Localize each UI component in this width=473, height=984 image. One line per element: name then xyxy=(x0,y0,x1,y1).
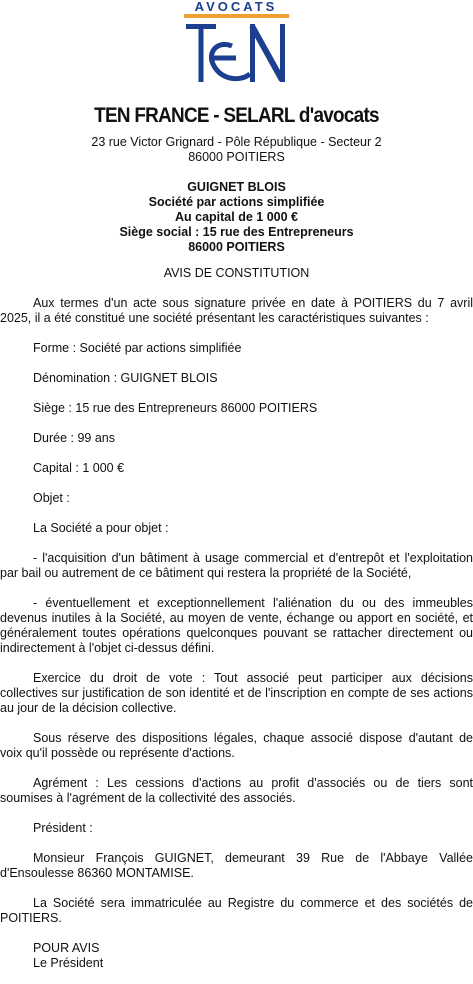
company-capital: Au capital de 1 000 € xyxy=(175,210,298,224)
company-form: Société par actions simplifiée xyxy=(148,195,325,209)
capital-line: Capital : 1 000 € xyxy=(33,461,125,475)
firm-city: 86000 POITIERS xyxy=(188,150,285,164)
firm-name: TEN FRANCE - SELARL d'avocats xyxy=(94,104,379,127)
company-city: 86000 POITIERS xyxy=(188,240,285,254)
intro-paragraph: Aux termes d'un acte sous signature privée en date à POITIERS du 7 avril 2025, il a été constitué une société présentant les caractéristiques suivantes : xyxy=(0,296,473,325)
siege-line: Siège : 15 rue des Entrepreneurs 86000 POITIERS xyxy=(33,401,318,415)
logo-orange-bar xyxy=(184,14,289,18)
agrement-paragraph: Agrément : Les cessions d'actions au profit d'associés ou de tiers sont soumises à l'agrément de la collectivité des associés. xyxy=(0,776,473,805)
denomination-line: Dénomination : GUIGNET BLOIS xyxy=(33,371,218,385)
objet-item-1: - l'acquisition d'un bâtiment à usage commercial et d'entrepôt et l'exploitation par bail ou autrement de ce bâtiment qui restera la propriété de la Société, xyxy=(0,551,473,580)
company-siege: Siège social : 15 rue des Entrepreneurs xyxy=(119,225,354,239)
notice-title: AVIS DE CONSTITUTION xyxy=(163,266,310,280)
objet-label: Objet : xyxy=(33,491,70,505)
company-name: GUIGNET BLOIS xyxy=(187,180,286,194)
company-block xyxy=(0,180,473,255)
objet-item-2: - éventuellement et exceptionnellement l'aliénation du ou des immeubles devenus inutiles à la Société, au moyen de vente, échange ou apport en société, et généralement toutes opérations quelconques pouvant se rattacher directement ou indirectement à l'objet ci-dessus défini. xyxy=(0,596,473,655)
objet-intro: La Société a pour objet : xyxy=(33,521,169,535)
vote-paragraph: Exercice du droit de vote : Tout associé peut participer aux décisions collectives sur justification de son identité et de l'inscription en compte de ses actions au jour de la décision collective. xyxy=(0,671,473,715)
signataire: Le Président xyxy=(33,956,104,970)
president-paragraph: Monsieur François GUIGNET, demeurant 39 Rue de l'Abbaye Vallée d'Ensoulesse 86360 MONTAMISE. xyxy=(0,851,473,880)
logo-ten-mark xyxy=(186,24,285,82)
pour-avis: POUR AVIS xyxy=(33,941,100,955)
forme-line: Forme : Société par actions simplifiée xyxy=(33,341,242,355)
logo-avocats-text: AVOCATS xyxy=(194,0,278,14)
notice-body xyxy=(0,296,473,971)
ten-avocats-logo xyxy=(170,0,303,92)
president-label: Président : xyxy=(33,821,93,835)
voix-paragraph: Sous réserve des dispositions légales, chaque associé dispose d'autant de voix qu'il possède ou représente d'actions. xyxy=(0,731,473,760)
duree-line: Durée : 99 ans xyxy=(33,431,115,445)
firm-address: 23 rue Victor Grignard - Pôle République - Secteur 2 xyxy=(91,135,382,149)
immatriculation-paragraph: La Société sera immatriculée au Registre du commerce et des sociétés de POITIERS. xyxy=(0,896,473,925)
